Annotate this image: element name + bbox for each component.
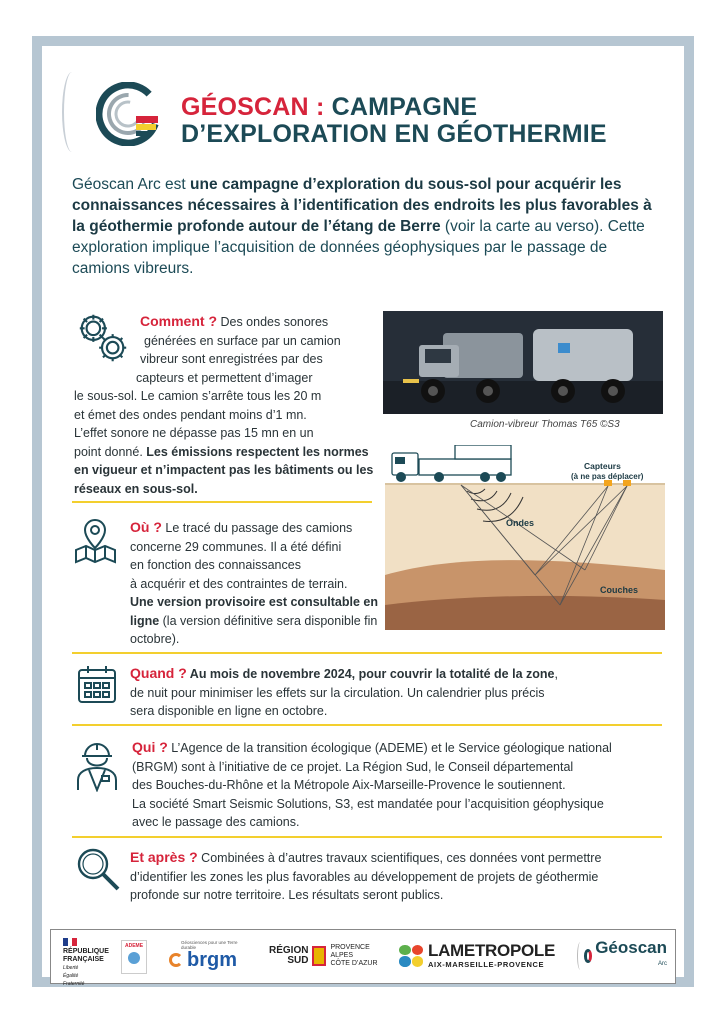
ou-line: (la version définitive sera disponible fin octobre).	[130, 613, 378, 646]
title-red: GÉOSCAN :	[181, 93, 325, 121]
apres-heading: Et après ?	[130, 849, 198, 865]
ou-line: à acquérir et des contraintes de terrain.	[130, 576, 348, 591]
intro-bold: une campagne d’exploration du sous-sol pour acquérir les connaissances nécessaires à l’identification des endroits les plus favorables à la géothermie profonde autour de l’étang de Berre	[72, 176, 652, 235]
ou-section	[130, 518, 380, 649]
geoscan-footer-logo	[577, 940, 667, 972]
worker-icon	[74, 740, 120, 792]
comment-section	[74, 312, 374, 498]
diagram-ondes-label: Ondes	[506, 518, 535, 528]
quand-bold: Au mois de novembre 2024, pour couvrir la totalité de la zone	[186, 667, 555, 681]
divider	[72, 836, 662, 838]
ou-line: concerne 29 communes. Il a été défini	[130, 539, 342, 554]
republique-motto: Liberté Égalité Fraternité	[63, 965, 85, 987]
comment-line: point donné.	[74, 444, 147, 459]
intro-text-2: (voir la carte au verso). Cette exploration implique l’acquisition de données géophysiques par le passage de camions vibreurs.	[72, 218, 645, 277]
seismic-diagram	[385, 445, 665, 630]
calendar-icon	[76, 664, 118, 706]
qui-heading: Qui ?	[132, 739, 168, 755]
qui-line: des Bouches-du-Rhône et la Métropole Aix-Marseille-Provence le soutiennent.	[132, 778, 566, 792]
qui-line: L’Agence de la transition écologique (ADEME) et le Service géologique national	[167, 741, 612, 755]
page-title	[181, 94, 607, 148]
apres-line: d’identifier les zones les plus favorables au développement de projets de géothermie	[130, 869, 599, 884]
region-text: RÉGION	[269, 945, 309, 956]
comment-line: et émet des ondes pendant moins d’1 mn.	[74, 407, 307, 422]
ademe-logo	[121, 940, 147, 974]
qui-line: La société Smart Seismic Solutions, S3, est mandatée pour l’acquisition géophysique	[132, 796, 604, 811]
quand-line: de nuit pour minimiser les effets sur la circulation. Un calendrier plus précis	[130, 685, 545, 700]
qui-line: avec le passage des camions.	[132, 815, 300, 829]
divider	[72, 652, 662, 654]
photo-caption: Camion-vibreur Thomas T65 ©S3	[470, 419, 620, 430]
comment-line: générées en surface par un camion	[144, 333, 341, 348]
ou-line: en fonction des connaissances	[130, 558, 301, 572]
intro-paragraph	[72, 174, 662, 279]
republique-text: FRANÇAISE	[63, 956, 104, 963]
comment-line: Des ondes sonores	[217, 315, 329, 329]
ou-bold: Une version provisoire est consultable en ligne	[130, 595, 378, 628]
apres-line: profonde sur notre territoire. Les résultats seront publics.	[130, 888, 444, 902]
ou-heading: Où ?	[130, 519, 162, 535]
decorative-arc	[62, 72, 82, 152]
partner-logos-footer	[50, 929, 676, 987]
title-part1: CAMPAGNE	[324, 93, 478, 121]
region-text: PROVENCE	[330, 944, 370, 951]
metropole-subtext: AIX-MARSEILLE-PROVENCE	[428, 960, 545, 969]
diagram-capteurs-label: Capteurs	[584, 461, 621, 471]
map-pin-icon	[72, 516, 118, 566]
region-sud-logo	[269, 944, 389, 968]
magnifier-icon	[74, 845, 122, 893]
geoscan-subtext: Arc	[658, 961, 667, 967]
metropole-text: LAMETROPOLE	[428, 941, 556, 960]
qui-line: (BRGM) sont à l’initiative de ce projet. La Région Sud, le Conseil départemental	[132, 759, 574, 774]
brgm-tagline: Géosciences pour une Terre durable	[181, 940, 238, 950]
apres-section	[130, 848, 664, 905]
republique-text: RÉPUBLIQUE	[63, 948, 109, 955]
brgm-text: brgm	[187, 949, 237, 971]
title-part2: D’EXPLORATION EN GÉOTHERMIE	[181, 120, 607, 148]
comment-line: L’effet sonore ne dépasse pas 15 mn en un	[74, 426, 314, 440]
geoscan-text: Géoscan	[595, 938, 667, 957]
qui-section	[132, 738, 664, 832]
ou-line: Le tracé du passage des camions	[161, 521, 353, 535]
diagram-capteurs-note: (à ne pas déplacer)	[571, 472, 644, 481]
ademe-text: ADEME	[124, 943, 144, 949]
comment-heading: Comment ?	[140, 313, 217, 329]
comment-line: vibreur sont enregistrées par des	[140, 352, 323, 366]
comment-bold: Les émissions respectent les normes en vigueur et n’impactent pas les bâtiments ou les réseaux en sous-sol.	[74, 444, 374, 496]
divider	[72, 724, 662, 726]
diagram-couches-label: Couches	[600, 585, 639, 595]
apres-line: Combinées à d’autres travaux scientifiques, ces données vont permettre	[197, 851, 602, 865]
brgm-logo	[169, 940, 249, 970]
comment-line: le sous-sol. Le camion s’arrête tous les 20 m	[74, 389, 322, 403]
region-text: ALPES	[330, 952, 354, 959]
comment-line: capteurs et permettent d’imager	[136, 370, 313, 385]
metropole-logo	[399, 942, 559, 969]
quand-line: ,	[554, 667, 558, 681]
intro-text: Géoscan Arc est	[72, 176, 191, 193]
geoscan-logo-icon	[96, 82, 160, 146]
region-text: CÔTE D’AZUR	[330, 960, 378, 967]
quand-line: sera disponible en ligne en octobre.	[130, 704, 328, 718]
divider	[72, 501, 372, 503]
region-text: SUD	[287, 955, 309, 966]
republique-francaise-logo	[63, 938, 113, 988]
truck-photo	[383, 311, 663, 414]
quand-section	[130, 664, 660, 721]
quand-heading: Quand ?	[130, 665, 187, 681]
